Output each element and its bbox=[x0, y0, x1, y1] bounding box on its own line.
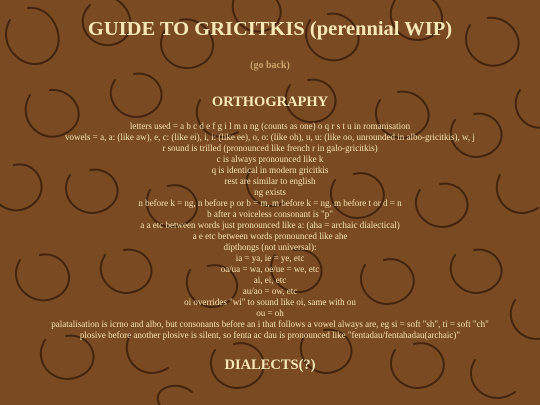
rule-line: r sound is trilled (pronounced like french r in galo-gricitkis) bbox=[162, 143, 378, 153]
orthography-rules bbox=[0, 121, 540, 341]
rule-line: palatalisation is icrno and albo, but consonants before an i that follows a vowel always are, eg si = soft "sh", ti = soft "ch" bbox=[51, 319, 489, 329]
rule-line: ou = oh bbox=[256, 308, 284, 318]
rule-line: ia = ya, ie = ye, etc bbox=[235, 253, 305, 263]
dialects-heading: DIALECTS(?) bbox=[224, 357, 316, 373]
rule-line: ng exists bbox=[254, 187, 286, 197]
rule-line: rest are similar to english bbox=[224, 176, 316, 186]
rule-line: b after a voiceless consonant is "p" bbox=[207, 209, 333, 219]
rule-line: letters used = a b c d e f g i l m n ng (counts as one) o q r s t u in romanisation bbox=[129, 121, 411, 131]
page-title: GUIDE TO GRICITKIS (perennial WIP) bbox=[87, 18, 453, 40]
rule-line: a a etc between words just pronounced like a: (aha = archaic dialectical) bbox=[140, 220, 400, 230]
rule-line: oi overrides "wi" to sound like oi, same with ou bbox=[184, 297, 356, 307]
rule-line: n before k = ng, n before p or b = m, m before k = ng, m before t or d = n bbox=[138, 198, 402, 208]
orthography-heading: ORTHOGRAPHY bbox=[211, 94, 329, 110]
rule-line: oa/ua = wa, oe/ue = we, etc bbox=[220, 264, 320, 274]
rule-line: a e etc between words pronounced like ahe bbox=[192, 231, 348, 241]
rule-line: au/ao = ow, etc bbox=[242, 286, 298, 296]
rule-line: plosive before another plosive is silent, so fenta ac dau is pronounced like "fentadau/fentahadau(archaic)" bbox=[79, 330, 461, 340]
rule-line: c is always pronounced like k bbox=[216, 154, 324, 164]
rule-line: q is identical in modern gricitkis bbox=[211, 165, 329, 175]
rule-line: dipthongs (not universal): bbox=[223, 242, 317, 252]
go-back-link[interactable]: (go back) bbox=[250, 60, 290, 71]
rule-line: vowels = a, a: (like aw), e, c: (like ei), i, i: (like ee), o, o: (like oh), u, u: (like oo, unrounded in albo-gricitkis), w, j bbox=[65, 132, 475, 142]
rule-line: ai, ei, etc bbox=[253, 275, 287, 285]
